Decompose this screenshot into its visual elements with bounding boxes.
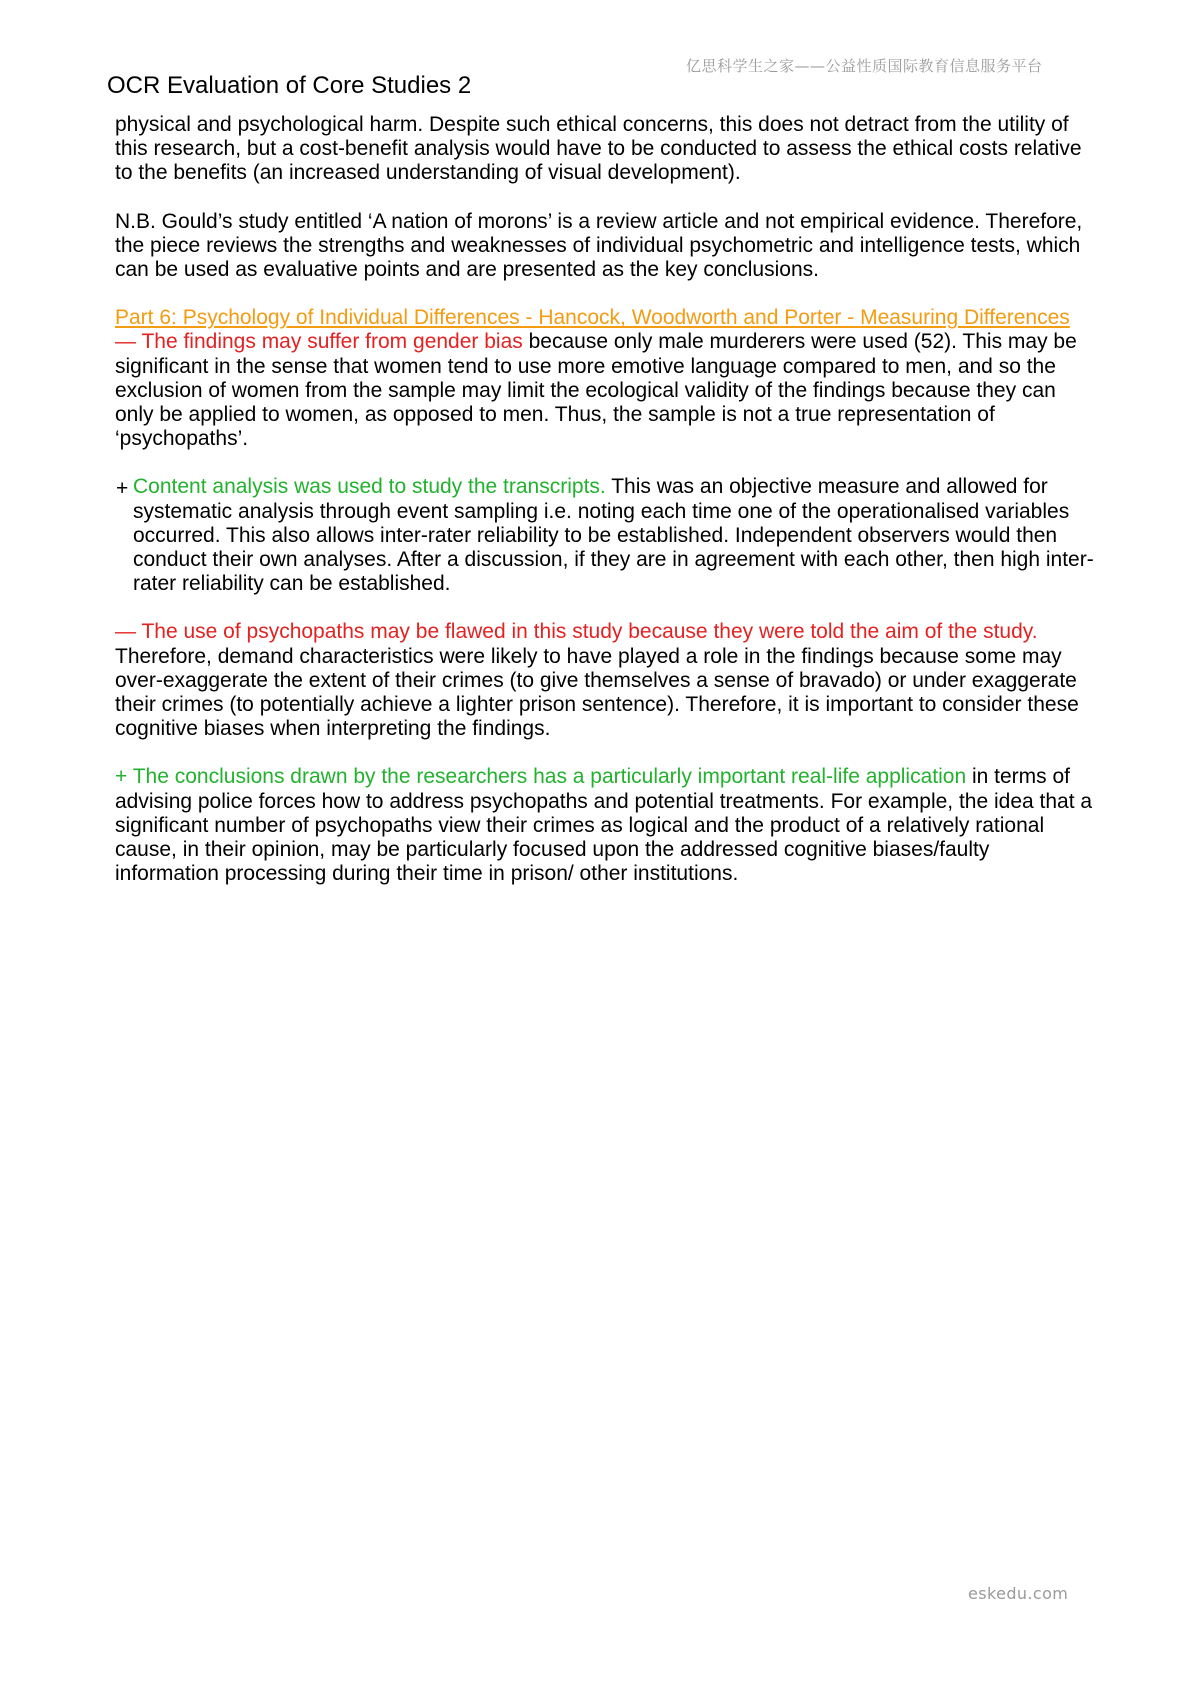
positive-point-lead: Content analysis was used to study the transcripts. [133,475,606,499]
evaluation-point-real-life-application [115,765,1095,886]
page-header: OCR Evaluation of Core Studies 2 [107,72,472,99]
paragraph-gould-note: N.B. Gould’s study entitled ‘A nation of morons’ is a review article and not empirical evidence. Therefore, the piece reviews the strengths and weaknesses of individual psychometric and intelligence tests, which can be used as evaluative points and are presented as the key conclusions. [115,209,1083,282]
positive-point-lead: + The conclusions drawn by the researchers has a particularly important real-life application [115,765,967,789]
paragraph-ethics: physical and psychological harm. Despite such ethical concerns, this does not detract from the utility of this research, but a cost-benefit analysis would have to be conducted to assess the ethical costs relative to the benefits (an increased understanding of visual development). [115,113,1082,185]
negative-point-lead: — The use of psychopaths may be flawed in this study because they were told the aim of the study. [115,620,1038,644]
evaluation-point-gender-bias [115,330,1095,451]
point-body: because only male murderers were used (52). This may be significant in the sense that women tend to use more emotive language compared to men, and so the exclusion of women from the sample may limit the ecological validity of the findings because they can only be applied to women, as opposed to men. Thus, the sample is not a true representation of ‘psychopaths’. [115,330,1077,451]
point-body: Therefore, demand characteristics were likely to have played a role in the findings because some may over-exaggerate the extent of their crimes (to give themselves a sense of bravado) or under exaggerate their crimes (to potentially achieve a lighter prison sentence). Therefore, it is important to consider these cognitive biases when interpreting the findings. [115,644,1079,741]
footer-site-link[interactable]: eskedu.com [968,1584,1069,1603]
point-body: in terms of advising police forces how to address psychopaths and potential treatments. For example, the idea that a significant number of psychopaths view their crimes as logical and the product of a relatively rational cause, in their opinion, may be particularly focused upon the addressed cognitive biases/faulty information processing during their time in prison/ other institutions. [115,765,1093,886]
document-body [115,113,1095,910]
evaluation-point-demand-characteristics [115,620,1095,741]
section-heading-link[interactable]: Part 6: Psychology of Individual Differences - Hancock, Woodworth and Porter - Measuring Differences [115,306,1070,330]
point-body: This was an objective measure and allowed for systematic analysis through event sampling i.e. noting each time one of the operationalised variables occurred. This also allows inter-rater reliability to be established. Independent observers would then conduct their own analyses. After a discussion, if they are in agreement with each other, then high inter-rater reliability can be established. [133,475,1094,596]
evaluation-point-content-analysis [115,475,1095,596]
plus-marker: + [116,477,129,501]
negative-point-lead: — The findings may suffer from gender bias [115,330,523,354]
watermark-text: 亿思科学生之家——公益性质国际教育信息服务平台 [686,57,1043,75]
